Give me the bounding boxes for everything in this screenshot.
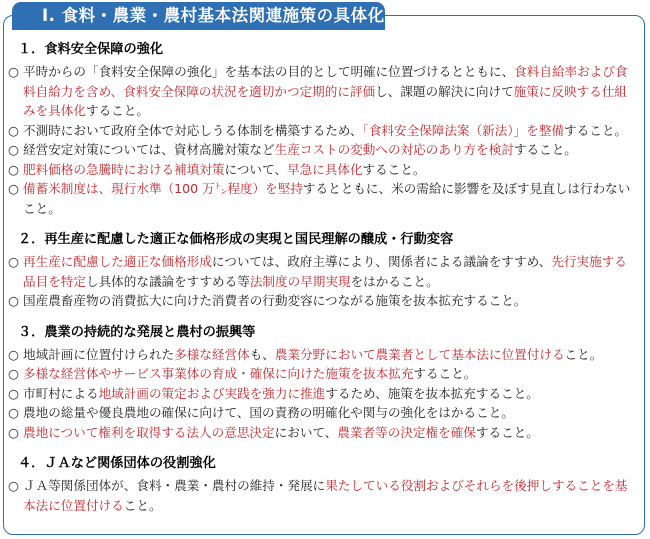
bullet-circle: ○ (8, 385, 19, 401)
bullet-circle: ○ (8, 424, 19, 440)
policy-section (8, 230, 638, 311)
plain-text: し、課題の解決に向けて (375, 83, 514, 99)
plain-text: において、 (274, 424, 338, 440)
plain-text: し具体的な議論をすすめる等 (85, 273, 250, 289)
policy-item-text (23, 403, 638, 423)
policy-section (8, 323, 638, 443)
plain-text: 地域計画に位置付けられた (23, 346, 175, 362)
policy-item (8, 252, 638, 291)
policy-item (8, 160, 638, 180)
page-title: Ⅰ. 食料・農業・農村基本法関連施策の具体化 (12, 2, 385, 30)
policy-item (8, 140, 638, 160)
highlighted-text: 農業者等の決定権を確保 (337, 424, 476, 440)
plain-text: 市町村による (23, 385, 99, 401)
highlighted-text: 農業分野において農業者として基本法に位置付ける (274, 346, 565, 362)
section-heading: ２．再生産に配慮した適正な価格形成の実現と国民理解の醸成・行動変容 (18, 232, 454, 247)
policy-item-text (23, 364, 638, 384)
highlighted-text: 施策に反映する仕組みを具体化 (23, 83, 627, 118)
bullet-circle: ○ (8, 478, 19, 493)
policy-item (8, 291, 638, 311)
bullet-circle: ○ (8, 64, 19, 79)
plain-text: をはかること。 (350, 273, 439, 289)
plain-text: こと。 (123, 497, 162, 513)
policy-item-text (23, 423, 638, 443)
policy-item-text (23, 476, 638, 515)
plain-text: 経営安定対策については、資材高騰対策など (23, 142, 275, 157)
bullet-circle: ○ (8, 181, 19, 196)
plain-text: すること。 (513, 142, 577, 157)
policy-section (8, 454, 638, 515)
policy-content (8, 40, 638, 527)
plain-text: すること。 (362, 161, 426, 177)
plain-text: すること。 (475, 424, 539, 440)
bullet-circle: ○ (8, 346, 19, 362)
plain-text: について、 (224, 161, 287, 177)
plain-text: 農地の総量や優良農地の確保に向けて、国の責務の明確化や関与の強化をはかること。 (23, 405, 514, 420)
policy-item-text (23, 384, 638, 404)
plain-text: すること。 (413, 366, 477, 381)
plain-text: も、 (249, 346, 275, 362)
policy-item (8, 476, 638, 515)
bullet-circle: ○ (8, 122, 19, 138)
bullet-circle: ○ (8, 405, 19, 420)
plain-text: するため、施策を抜本拡充すること。 (325, 385, 539, 401)
plain-text: すること。 (85, 103, 149, 118)
policy-item (8, 179, 638, 218)
policy-item-text (23, 160, 638, 180)
plain-text: 平時からの「食料安全保障の強化」を基本法の目的として明確に位置づけるとともに、 (23, 64, 515, 79)
policy-item-text (23, 291, 638, 311)
plain-text: 不測時において政府全体で対応しうる体制を構築するため、 (23, 122, 363, 138)
policy-item-text (23, 179, 638, 218)
section-heading: ３．農業の持続的な発展と農村の振興等 (18, 324, 256, 340)
highlighted-text: 果たしている役割およびそれらを後押しすることを基本法に位置付ける (23, 478, 628, 513)
policy-item-text (23, 252, 638, 291)
highlighted-text: 早急に具体化 (286, 161, 363, 177)
plain-text: ＪＡ等関係団体が、食料・農業・農村の維持・発展に (23, 478, 326, 493)
policy-item (8, 345, 638, 365)
policy-item (8, 62, 638, 121)
highlighted-text: 法制度の早期実現 (249, 273, 351, 289)
policy-item-text (23, 345, 638, 365)
policy-item (8, 423, 638, 443)
bullet-circle: ○ (8, 366, 19, 381)
highlighted-text: 多様な経営体やサービス事業体の育成・確保に向けた施策を抜本拡充 (23, 366, 414, 381)
highlighted-text: 多様な経営体 (174, 346, 250, 362)
policy-item (8, 403, 638, 423)
policy-item-text (23, 140, 638, 160)
highlighted-text: 食料自給率および食料自給力を含め、食料安全保障の状況を適切かつ定期的に評価 (23, 64, 628, 99)
section-heading: １．食料安全保障の強化 (18, 42, 164, 57)
plain-text: については、政府主導により、関係者による議論をすすめ、 (211, 254, 552, 269)
plain-text: こと。 (564, 346, 603, 362)
policy-item (8, 384, 638, 404)
highlighted-text: 再生産に配慮した適正な価格形成 (23, 254, 212, 269)
bullet-circle: ○ (8, 293, 19, 308)
bullet-circle: ○ (8, 142, 19, 157)
highlighted-text: 備蓄米制度は、現行水準（100 万㌧程度）を堅持 (23, 181, 303, 196)
bullet-circle: ○ (8, 254, 19, 269)
bullet-circle: ○ (8, 161, 19, 177)
policy-item-text (23, 121, 638, 141)
policy-item (8, 121, 638, 141)
highlighted-text: 「食料安全保障法案（新法）」を整備 (362, 122, 565, 138)
highlighted-text: 農地について権利を取得する法人の意思決定 (23, 424, 275, 440)
highlighted-text: 肥料価格の急騰時における補填対策 (23, 161, 225, 177)
highlighted-text: 生産コストの変動への対応のあり方を検討 (274, 142, 514, 157)
policy-item (8, 364, 638, 384)
section-heading: ４．ＪＡなど関係団体の役割強化 (18, 456, 216, 471)
plain-text: するとともに、米の需給に影響を及ぼす見直しは行わないこと。 (23, 181, 631, 216)
highlighted-text: 地域計画の策定および実践を強力に推進 (98, 385, 326, 401)
policy-item-text (23, 62, 638, 121)
plain-text: 国産農畜産物の消費拡大に向けた消費者の行動変容につながる施策を抜本拡充すること。 (23, 293, 527, 308)
highlighted-text: 先行実施する品目を特定 (23, 254, 627, 289)
policy-section (8, 40, 638, 218)
plain-text: すること。 (564, 122, 627, 138)
